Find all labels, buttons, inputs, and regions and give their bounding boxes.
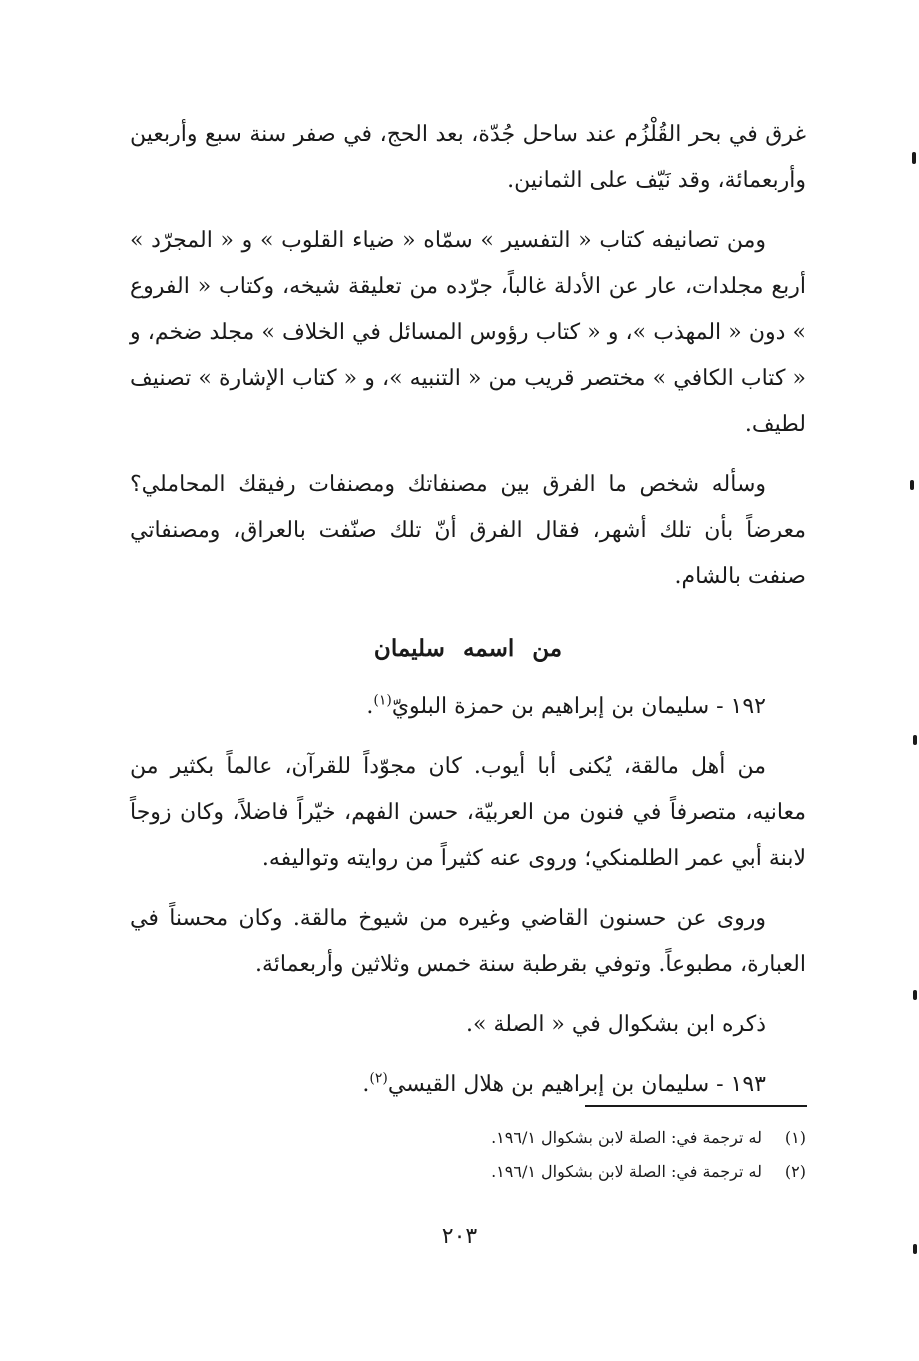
footnote-2 [300,1155,806,1189]
page-number: ٢٠٣ [441,1224,478,1249]
entry-193-title [130,1062,766,1108]
entry-192-name: ١٩٢ - سليمان بن إبراهيم بن حمزة البلويّ [391,694,766,719]
entry-192-paragraph-bio: من أهل مالقة، يُكنى أبا أيوب. كان مجوّداً للقرآن، عالماً بكثير من معانيه، متصرفاً في فنون من العربيّة، حسن الفهم، خيّراً فاضلاً، وكان زوجاً لابنة أبي عمر الطلمنكي؛ وروى عنه كثيراً من روايته وتواليفه. [130,754,806,871]
footnote-2-number: (٢) [784,1162,806,1181]
edge-mark [912,152,916,164]
entry-193-name: ١٩٣ - سليمان بن إبراهيم بن هلال القيسي [387,1072,766,1097]
entry-192-paragraph-narration: وروى عن حسنون القاضي وغيره من شيوخ مالقة. وكان محسناً في العبارة، مطبوعاً. وتوفي بقرطبة سنة خمس وثلاثين وأربعمائة. [130,906,806,977]
footnote-1-number: (١) [784,1128,806,1147]
footnote-2-text: له ترجمة في: الصلة لابن بشكوال ١٩٦/١. [491,1162,762,1181]
page-body [130,112,806,1108]
entry-192-note-ref: (١) [373,692,392,709]
entry-193-end: . [362,1072,370,1097]
entry-193-note-ref: (٢) [369,1070,388,1087]
edge-mark [913,990,917,1000]
entry-192-title [130,684,766,730]
edge-mark [913,1244,917,1254]
paragraph-works: ومن تصانيفه كتاب « التفسير » سمّاه « ضياء القلوب » و « المجرّد » أربع مجلدات، عار عن الأدلة غالباً، جرّده من تعليقة شيخه، وكتاب « الفروع » دون « المهذب »، و « كتاب رؤوس المسائل في الخلاف » مجلد ضخم، و « كتاب الكافي » مختصر قريب من « التنبيه »، و « كتاب الإشارة » تصنيف لطيف. [130,228,806,437]
footnote-1-text: له ترجمة في: الصلة لابن بشكوال ١٩٦/١. [491,1128,762,1147]
edge-mark [910,480,914,490]
footnotes [300,1121,806,1189]
edge-mark [913,735,917,745]
footnote-divider [585,1105,807,1107]
entry-192-end: . [366,694,374,719]
paragraph-question: وسأله شخص ما الفرق بين مصنفاتك ومصنفات رفيقك المحاملي؟ معرضاً بأن تلك أشهر، فقال الفرق أنّ تلك صنّفت بالعراق، ومصنفاتي صنفت بالشام. [130,472,806,589]
footnote-1 [300,1121,806,1155]
paragraph-drowning: غرق في بحر القُلْزُم عند ساحل جُدّة، بعد الحج، في صفر سنة سبع وأربعين وأربعمائة، وقد نَيّف على الثمانين. [130,122,806,193]
entry-192-paragraph-source: ذكره ابن بشكوال في « الصلة ». [466,1012,766,1037]
section-heading: من اسمه سليمان [373,635,563,662]
